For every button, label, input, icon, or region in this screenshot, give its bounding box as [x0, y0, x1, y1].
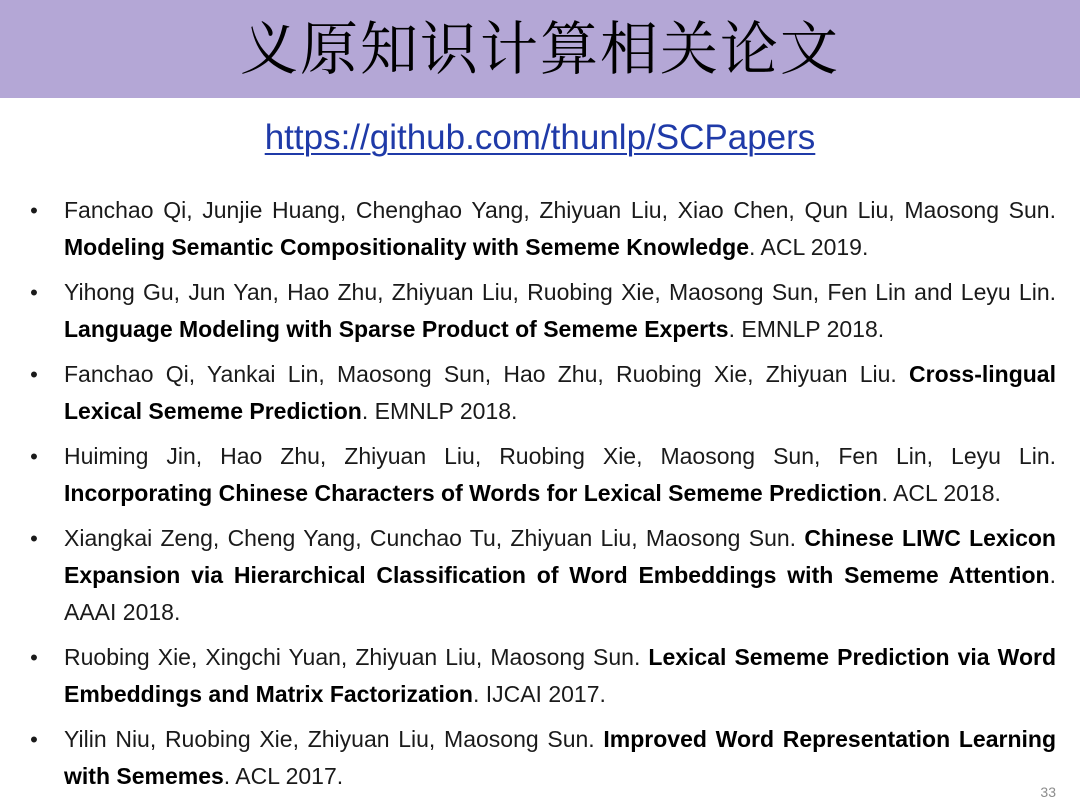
link-row	[0, 118, 1080, 158]
paper-title: Lexical Sememe Prediction via Word Embeddings and Matrix Factorization	[64, 644, 1056, 707]
paper-title: Improved Word Representation Learning with Sememes	[64, 726, 1056, 789]
bullet-icon: •	[30, 526, 38, 551]
bullet-icon: •	[30, 362, 38, 387]
paper-venue: . ACL 2018.	[881, 480, 1001, 506]
paper-authors: Fanchao Qi, Junjie Huang, Chenghao Yang, Zhiyuan Liu, Xiao Chen, Qun Liu, Maosong Sun.	[64, 197, 1056, 223]
paper-venue: . AAAI 2018.	[64, 562, 1056, 625]
scpapers-link[interactable]: https://github.com/thunlp/SCPapers	[264, 118, 816, 157]
slide-title: 义原知识计算相关论文	[239, 15, 840, 83]
title-bar	[0, 0, 1080, 98]
bullet-icon: •	[30, 727, 38, 752]
paper-item	[24, 356, 1056, 430]
paper-item	[24, 639, 1056, 713]
paper-item	[24, 192, 1056, 266]
paper-authors: Fanchao Qi, Yankai Lin, Maosong Sun, Hao Zhu, Ruobing Xie, Zhiyuan Liu.	[64, 361, 910, 387]
paper-item	[24, 438, 1056, 512]
paper-authors: Yihong Gu, Jun Yan, Hao Zhu, Zhiyuan Liu, Ruobing Xie, Maosong Sun, Fen Lin and Leyu Lin.	[64, 279, 1056, 305]
bullet-icon: •	[30, 645, 38, 670]
paper-title: Cross-lingual Lexical Sememe Prediction	[64, 361, 1056, 424]
paper-list	[24, 192, 1056, 803]
paper-item	[24, 520, 1056, 631]
bullet-icon: •	[30, 444, 38, 469]
bullet-icon: •	[30, 280, 38, 305]
paper-title: Incorporating Chinese Characters of Words for Lexical Sememe Prediction	[64, 480, 882, 506]
paper-venue: . IJCAI 2017.	[472, 681, 606, 707]
paper-title: Chinese LIWC Lexicon Expansion via Hierarchical Classification of Word Embeddings with Sememe Attention	[64, 525, 1056, 588]
paper-authors: Xiangkai Zeng, Cheng Yang, Cunchao Tu, Zhiyuan Liu, Maosong Sun.	[64, 525, 805, 551]
paper-venue: . ACL 2019.	[748, 234, 869, 260]
paper-authors: Ruobing Xie, Xingchi Yuan, Zhiyuan Liu, Maosong Sun.	[64, 644, 649, 670]
paper-authors: Huiming Jin, Hao Zhu, Zhiyuan Liu, Ruobing Xie, Maosong Sun, Fen Lin, Leyu Lin.	[64, 443, 1056, 469]
paper-item	[24, 721, 1056, 795]
bullet-icon: •	[30, 198, 38, 223]
paper-title: Language Modeling with Sparse Product of Sememe Experts	[64, 316, 729, 342]
paper-venue: . EMNLP 2018.	[361, 398, 518, 424]
paper-title: Modeling Semantic Compositionality with Sememe Knowledge	[64, 234, 749, 260]
paper-authors: Yilin Niu, Ruobing Xie, Zhiyuan Liu, Maosong Sun.	[64, 726, 604, 752]
paper-venue: . EMNLP 2018.	[728, 316, 885, 342]
page-number: 33	[1040, 784, 1056, 800]
paper-venue: . ACL 2017.	[223, 763, 344, 789]
paper-item	[24, 274, 1056, 348]
